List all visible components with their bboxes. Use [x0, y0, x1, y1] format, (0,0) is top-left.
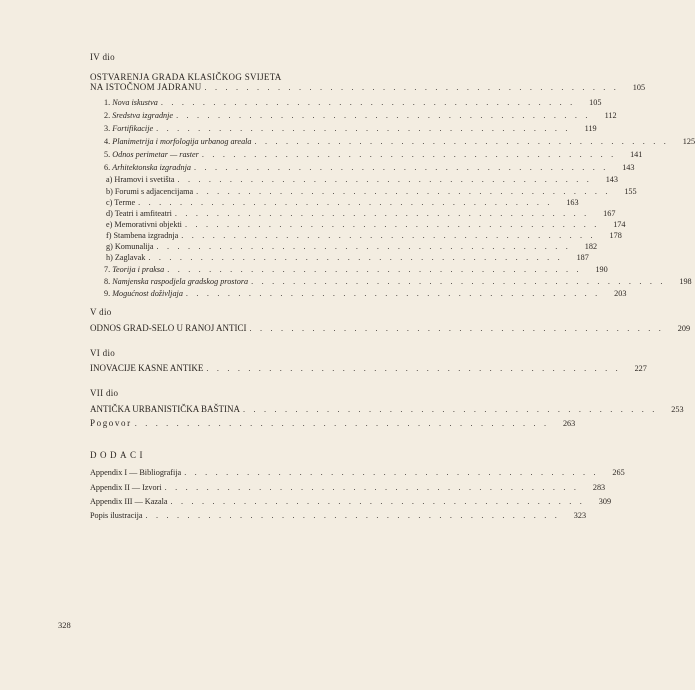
part-vii-title-row: [90, 404, 684, 415]
leader-dots: . . . . . . . . . . . . . . . . . . . . . . . . . . . . . . . . . . . . . . . .: [167, 265, 582, 274]
entry-text: Odnos perimetar — raster: [112, 150, 199, 159]
page-ref: 174: [613, 220, 626, 229]
toc-entry: [104, 149, 643, 160]
page-ref: 178: [609, 231, 622, 240]
entry-text: Nova iskustva: [112, 98, 158, 107]
toc-entry: [104, 110, 617, 121]
entry-title: [104, 149, 199, 160]
entry-text: Sredstva izgradnje: [112, 111, 174, 120]
page-ref: 167: [603, 209, 616, 218]
page-ref: 143: [605, 175, 618, 184]
page-ref: 227: [634, 364, 647, 373]
entry-title: [104, 136, 252, 147]
appendix-entry: [90, 496, 612, 507]
appendix-entry: [90, 510, 587, 521]
entry-number: d): [106, 209, 113, 218]
entry-title: [104, 110, 173, 121]
entry-number: e): [106, 220, 113, 229]
entry-number: 2.: [104, 111, 111, 120]
page-ref: 203: [614, 289, 627, 298]
leader-dots: . . . . . . . . . . . . . . . . . . . . . . . . . . . . . . . . . . . . . . . .: [160, 98, 576, 107]
entry-number: 9.: [104, 289, 111, 298]
entry-number: g): [106, 242, 113, 251]
leader-dots: . . . . . . . . . . . . . . . . . . . . . . . . . . . . . . . . . . . . . . . .: [201, 150, 617, 159]
page-ref: 112: [604, 111, 617, 120]
page-ref: 182: [584, 242, 598, 251]
page-ref: 141: [630, 150, 643, 159]
page-ref: 323: [573, 511, 587, 520]
pogovor-row: [90, 418, 576, 429]
entry-text: Terme: [114, 198, 136, 207]
page-ref: 190: [595, 265, 608, 274]
part-vii-title: ANTIČKA URBANISTIČKA BAŠTINA: [90, 404, 241, 414]
entry-text: Fortifikacije: [112, 124, 154, 133]
leader-dots: . . . . . . . . . . . . . . . . . . . . . . . . . . . . . . . . . . . . . . . .: [148, 253, 563, 262]
entry-text: Zaglavak: [114, 253, 146, 262]
entry-text: Stambena izgradnja: [113, 231, 179, 240]
entry-text: Mogućnost doživljaja: [112, 289, 183, 298]
entry-title: [104, 264, 164, 275]
toc-entry: [104, 97, 602, 108]
part-vi-label: VI dio: [90, 348, 116, 358]
page-ref: 209: [677, 324, 691, 333]
entry-text: Namjenska raspodjela gradskog prostora: [112, 277, 249, 286]
page-ref: 263: [562, 419, 576, 428]
leader-dots: . . . . . . . . . . . . . . . . . . . . . . . . . . . . . . . . . . . . . . . .: [193, 163, 609, 172]
toc-subentry: [106, 219, 626, 230]
entry-number: f): [106, 231, 112, 240]
leader-dots: . . . . . . . . . . . . . . . . . . . . . . . . . . . . . . . . . . . . . . . .: [254, 137, 670, 146]
entry-text: Hramovi i svetišta: [114, 175, 175, 184]
page-ref: 309: [598, 497, 612, 506]
entry-title: [104, 162, 191, 173]
part-vii-label: VII dio: [90, 388, 119, 398]
leader-dots: . . . . . . . . . . . . . . . . . . . . . . . . . . . . . . . . . . . . . . . .: [181, 231, 596, 240]
entry-title: [106, 186, 193, 197]
page-number: 328: [58, 620, 71, 630]
toc-subentry: [106, 208, 616, 219]
toc-entry: [104, 162, 635, 173]
page-ref: 198: [679, 277, 692, 286]
toc-entry: [104, 276, 692, 287]
entry-title: [106, 219, 182, 230]
leader-dots: . . . . . . . . . . . . . . . . . . . . . . . . . . . . . . . . . . . . . . . .: [184, 220, 600, 229]
entry-number: a): [106, 175, 113, 184]
toc-entry: [104, 264, 608, 275]
leader-dots: . . . . . . . . . . . . . . . . . . . . . . . . . . . . . . . . . . . . . . . .: [170, 497, 586, 506]
entry-number: 1.: [104, 98, 111, 107]
leader-dots: . . . . . . . . . . . . . . . . . . . . . . . . . . . . . . . . . . . . . . . .: [184, 468, 599, 477]
leader-dots: . . . . . . . . . . . . . . . . . . . . . . . . . . . . . . . . . . . . . . . .: [134, 419, 550, 428]
entry-title: [104, 97, 158, 108]
entry-text: Teorija i praksa: [112, 265, 165, 274]
entry-title: [106, 208, 172, 219]
entry-number: 3.: [104, 124, 111, 133]
entry-text: Memorativni objekti: [114, 220, 182, 229]
part-iv-title-row: [90, 82, 646, 93]
page-ref: 253: [671, 405, 684, 414]
part-v-title: ODNOS GRAD-SELO U RANOJ ANTICI: [90, 323, 247, 333]
entry-title: [106, 241, 154, 252]
entry-text: Arhitektonska izgradnja: [112, 163, 191, 172]
part-vi-title-row: [90, 363, 647, 374]
entry-number: b): [106, 187, 113, 196]
page-ref: 119: [584, 124, 597, 133]
entry-title: [106, 252, 145, 263]
page-ref: 125: [682, 137, 695, 146]
leader-dots: . . . . . . . . . . . . . . . . . . . . . . . . . . . . . . . . . . . . . . . .: [156, 124, 571, 133]
leader-dots: . . . . . . . . . . . . . . . . . . . . . . . . . . . . . . . . . . . . . . . .: [196, 187, 611, 196]
page-ref: 265: [612, 468, 625, 477]
entry-number: 7.: [104, 265, 111, 274]
entry-number: h): [106, 253, 113, 262]
leader-dots: . . . . . . . . . . . . . . . . . . . . . . . . . . . . . . . . . . . . . . . .: [164, 483, 580, 492]
appendix-entry: [90, 482, 606, 493]
entry-text: Appendix II — Izvori: [90, 483, 162, 492]
entry-number: 6.: [104, 163, 111, 172]
entry-text: Forumi s adjacencijama: [114, 187, 194, 196]
leader-dots: . . . . . . . . . . . . . . . . . . . . . . . . . . . . . . . . . . . . . . . .: [177, 175, 592, 184]
entry-text: Teatri i amfiteatri: [114, 209, 172, 218]
leader-dots: . . . . . . . . . . . . . . . . . . . . . . . . . . . . . . . . . . . . . . . .: [243, 405, 658, 414]
page-ref: 187: [576, 253, 589, 262]
leader-dots: . . . . . . . . . . . . . . . . . . . . . . . . . . . . . . . . . . . . . . . .: [145, 511, 561, 520]
page-ref: 105: [589, 98, 602, 107]
toc-subentry: [106, 252, 589, 263]
toc-subentry: [106, 241, 598, 252]
entry-number: 8.: [104, 277, 111, 286]
leader-dots: . . . . . . . . . . . . . . . . . . . . . . . . . . . . . . . . . . . . . . . .: [185, 289, 601, 298]
entry-number: 4.: [104, 137, 111, 146]
toc-subentry: [106, 186, 637, 197]
entry-title: [106, 174, 174, 185]
part-iv-label: IV dio: [90, 52, 115, 62]
entry-text: Appendix III — Kazala: [90, 497, 168, 506]
entry-title: [106, 230, 178, 241]
entry-number: 5.: [104, 150, 111, 159]
toc-subentry: [106, 174, 618, 185]
leader-dots: . . . . . . . . . . . . . . . . . . . . . . . . . . . . . . . . . . . . . . . .: [156, 242, 572, 251]
leader-dots: . . . . . . . . . . . . . . . . . . . . . . . . . . . . . . . . . . . . . . . .: [204, 83, 620, 92]
leader-dots: . . . . . . . . . . . . . . . . . . . . . . . . . . . . . . . . . . . . . . . .: [138, 198, 553, 207]
entry-text: Appendix I — Bibliografija: [90, 468, 182, 477]
entry-title: [104, 276, 248, 287]
toc-entry: [104, 136, 695, 147]
entry-number: c): [106, 198, 113, 207]
toc-subentry: [106, 230, 622, 241]
part-v-title-row: [90, 323, 691, 334]
part-v-label: V dio: [90, 307, 112, 317]
page-ref: 163: [566, 198, 579, 207]
leader-dots: . . . . . . . . . . . . . . . . . . . . . . . . . . . . . . . . . . . . . . . .: [174, 209, 590, 218]
pogovor-title: Pogovor: [90, 418, 132, 428]
entry-text: Popis ilustracija: [90, 511, 143, 520]
part-vi-title: INOVACIJE KASNE ANTIKE: [90, 363, 204, 373]
entry-text: Komunalija: [114, 242, 154, 251]
entry-title: [106, 197, 135, 208]
leader-dots: . . . . . . . . . . . . . . . . . . . . . . . . . . . . . . . . . . . . . . . .: [176, 111, 591, 120]
toc-entry: [104, 288, 627, 299]
dodaci-label: DODACI: [90, 450, 146, 460]
page-ref: 143: [622, 163, 635, 172]
page-ref: 283: [592, 483, 606, 492]
part-iv-title-line1: OSTVARENJA GRADA KLASIČKOG SVIJETA: [90, 72, 282, 82]
leader-dots: . . . . . . . . . . . . . . . . . . . . . . . . . . . . . . . . . . . . . . . .: [206, 364, 621, 373]
entry-text: Planimetrija i morfologija urbanog areala: [112, 137, 252, 146]
appendix-entry: [90, 467, 625, 478]
toc-entry: [104, 123, 597, 134]
entry-title: [104, 123, 153, 134]
page-ref: 155: [624, 187, 637, 196]
entry-title: [104, 288, 183, 299]
page-ref: 105: [632, 83, 646, 92]
leader-dots: . . . . . . . . . . . . . . . . . . . . . . . . . . . . . . . . . . . . . . . .: [251, 277, 666, 286]
toc-subentry: [106, 197, 579, 208]
part-iv-title-line2: NA ISTOČNOM JADRANU: [90, 82, 202, 92]
leader-dots: . . . . . . . . . . . . . . . . . . . . . . . . . . . . . . . . . . . . . . . .: [249, 324, 665, 333]
